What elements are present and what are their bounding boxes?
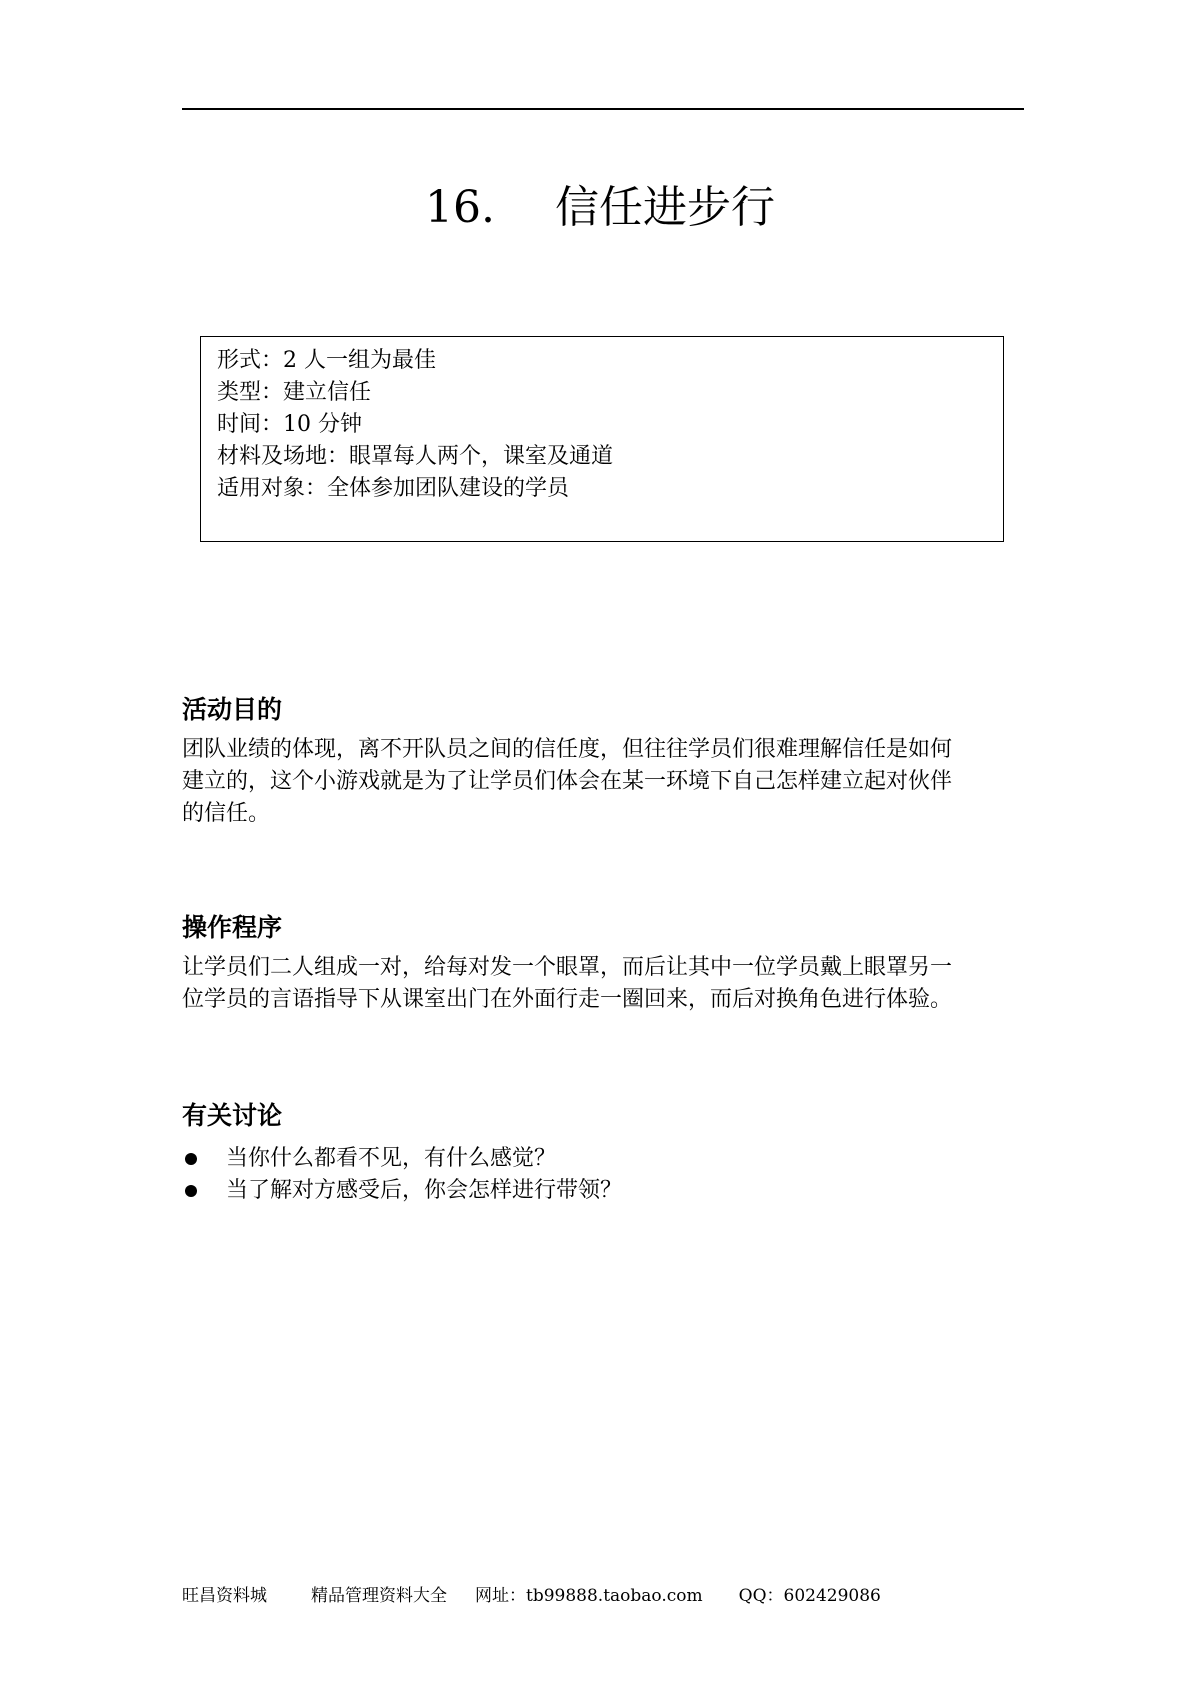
discussion-question: 当了解对方感受后，你会怎样进行带领？ (226, 1178, 623, 1203)
activity-info-box (200, 336, 1004, 542)
title-text: 信任进步行 (555, 182, 775, 233)
purpose-line: 建立的，这个小游戏就是为了让学员们体会在某一环境下自己怎样建立起对伙伴 (182, 769, 953, 794)
info-audience: 适用对象：全体参加团队建设的学员 (217, 476, 570, 501)
purpose-line: 团队业绩的体现，离不开队员之间的信任度，但往往学员们很难理解信任是如何 (182, 737, 953, 762)
info-time: 时间：10 分钟 (217, 412, 362, 437)
purpose-heading: 活动目的 (182, 695, 283, 724)
footer-shop: 旺昌资料城 (182, 1586, 267, 1606)
page-footer (182, 1584, 881, 1608)
purpose-body (182, 734, 1024, 830)
procedure-line: 让学员们二人组成一对，给每对发一个眼罩，而后让其中一位学员戴上眼罩另一 (182, 955, 953, 980)
header-rule (182, 108, 1024, 110)
procedure-body (182, 952, 1024, 1016)
discussion-list (182, 1143, 1024, 1207)
discussion-question: 当你什么都看不见，有什么感觉？ (226, 1146, 557, 1171)
procedure-heading: 操作程序 (182, 913, 283, 942)
purpose-line: 的信任。 (182, 801, 271, 826)
list-item (182, 1143, 1024, 1175)
footer-slogan: 精品管理资料大全 (311, 1586, 447, 1606)
bullet-icon (185, 1153, 197, 1165)
footer-qq: QQ：602429086 (738, 1586, 881, 1606)
bullet-icon (185, 1185, 197, 1197)
procedure-line: 位学员的言语指导下从课室出门在外面行走一圈回来，而后对换角色进行体验。 (182, 987, 953, 1012)
list-item (182, 1175, 1024, 1207)
info-type: 类型：建立信任 (217, 380, 372, 405)
discussion-heading: 有关讨论 (182, 1101, 283, 1130)
page-title (0, 178, 1200, 238)
info-format: 形式：2 人一组为最佳 (217, 348, 436, 373)
info-materials: 材料及场地：眼罩每人两个，课室及通道 (217, 444, 614, 469)
footer-website: 网址：tb99888.taobao.com (475, 1586, 703, 1606)
title-number: 16. (425, 182, 495, 233)
